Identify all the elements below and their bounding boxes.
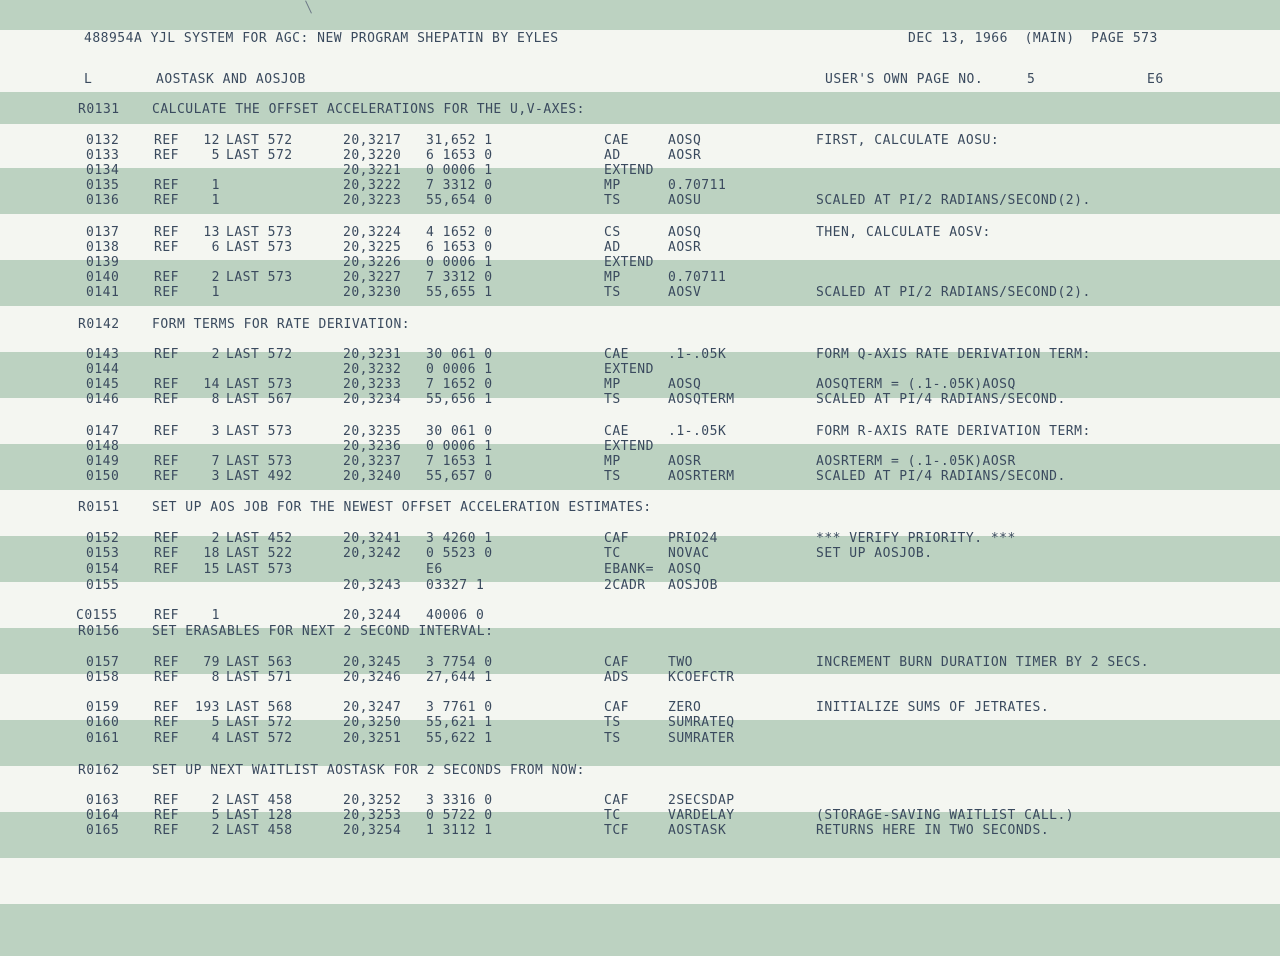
listing-row xyxy=(0,240,1280,255)
ref-count: 12 xyxy=(203,133,220,148)
octal-code: 0 0006 1 xyxy=(426,163,493,178)
address: 20,3237 xyxy=(343,454,402,469)
line-number: 0161 xyxy=(86,731,120,746)
address: 20,3254 xyxy=(343,823,402,838)
ref-count: 79 xyxy=(203,655,220,670)
opcode: CAE xyxy=(604,424,629,439)
line-number: 0149 xyxy=(86,454,120,469)
ref-last-page: LAST 573 xyxy=(226,562,293,577)
ref-last-page: LAST 573 xyxy=(226,270,293,285)
line-number: C0155 xyxy=(76,608,118,623)
line-number: 0147 xyxy=(86,424,120,439)
line-number: 0148 xyxy=(86,439,120,454)
ref-marker: REF xyxy=(154,148,179,163)
listing-row xyxy=(0,163,1280,178)
ref-count: 8 xyxy=(211,670,220,685)
octal-code: 30 061 0 xyxy=(426,424,493,439)
opcode: MP xyxy=(604,454,621,469)
listing-row xyxy=(0,362,1280,377)
operand: AOSV xyxy=(668,285,702,300)
ref-count: 5 xyxy=(211,715,220,730)
opcode: TS xyxy=(604,731,621,746)
ref-count: 4 xyxy=(211,731,220,746)
opcode: TC xyxy=(604,808,621,823)
listing-row xyxy=(0,808,1280,823)
comment: SCALED AT PI/4 RADIANS/SECOND. xyxy=(816,392,1066,407)
comment: SCALED AT PI/4 RADIANS/SECOND. xyxy=(816,469,1066,484)
section-id: R0156 xyxy=(78,624,120,639)
address: 20,3220 xyxy=(343,148,402,163)
comment: RETURNS HERE IN TWO SECONDS. xyxy=(816,823,1050,838)
address: 20,3232 xyxy=(343,362,402,377)
octal-code: 0 0006 1 xyxy=(426,255,493,270)
octal-code: 30 061 0 xyxy=(426,347,493,362)
ref-last-page: LAST 573 xyxy=(226,454,293,469)
octal-code: 27,644 1 xyxy=(426,670,493,685)
line-number: 0160 xyxy=(86,715,120,730)
line-number: 0133 xyxy=(86,148,120,163)
section-title: FORM TERMS FOR RATE DERIVATION: xyxy=(152,317,411,332)
opcode: TCF xyxy=(604,823,629,838)
opcode: ADS xyxy=(604,670,629,685)
section-heading xyxy=(0,317,1280,332)
ref-count: 5 xyxy=(211,148,220,163)
ref-marker: REF xyxy=(154,392,179,407)
octal-code: 55,656 1 xyxy=(426,392,493,407)
ref-marker: REF xyxy=(154,670,179,685)
operand: 2SECSDAP xyxy=(668,793,735,808)
ref-last-page: LAST 128 xyxy=(226,808,293,823)
opcode: TS xyxy=(604,392,621,407)
listing-row xyxy=(0,255,1280,270)
listing-row xyxy=(0,347,1280,362)
line-number: 0132 xyxy=(86,133,120,148)
section-title: SET UP NEXT WAITLIST AOSTASK FOR 2 SECONDS FROM NOW: xyxy=(152,763,585,778)
opcode: EXTEND xyxy=(604,255,654,270)
address: 20,3244 xyxy=(343,608,402,623)
address: 20,3235 xyxy=(343,424,402,439)
ref-count: 2 xyxy=(211,823,220,838)
address: 20,3222 xyxy=(343,178,402,193)
ref-marker: REF xyxy=(154,347,179,362)
address: 20,3253 xyxy=(343,808,402,823)
section-title: CALCULATE THE OFFSET ACCELERATIONS FOR THE U,V-AXES: xyxy=(152,102,585,117)
line-number: 0145 xyxy=(86,377,120,392)
ref-last-page: LAST 572 xyxy=(226,148,293,163)
line-number: 0138 xyxy=(86,240,120,255)
ref-marker: REF xyxy=(154,424,179,439)
listing-row xyxy=(0,823,1280,838)
ref-count: 6 xyxy=(211,240,220,255)
ref-last-page: LAST 573 xyxy=(226,424,293,439)
ref-marker: REF xyxy=(154,178,179,193)
opcode: MP xyxy=(604,377,621,392)
line-number: 0155 xyxy=(86,578,120,593)
ref-count: 2 xyxy=(211,531,220,546)
comment: FORM R-AXIS RATE DERIVATION TERM: xyxy=(816,424,1091,439)
ref-count: 1 xyxy=(211,178,220,193)
line-number: 0165 xyxy=(86,823,120,838)
routine-title: AOSTASK AND AOSJOB xyxy=(156,72,306,87)
ref-marker: REF xyxy=(154,700,179,715)
address: 20,3233 xyxy=(343,377,402,392)
paper-band xyxy=(0,904,1280,956)
opcode: CAF xyxy=(604,700,629,715)
octal-code: 03327 1 xyxy=(426,578,485,593)
listing-row xyxy=(0,178,1280,193)
line-number: 0154 xyxy=(86,562,120,577)
listing-row xyxy=(0,133,1280,148)
address: 20,3241 xyxy=(343,531,402,546)
section-heading xyxy=(0,624,1280,639)
ref-count: 8 xyxy=(211,392,220,407)
operand: TWO xyxy=(668,655,693,670)
address: 20,3234 xyxy=(343,392,402,407)
line-number: 0164 xyxy=(86,808,120,823)
user-page-label: USER'S OWN PAGE NO. xyxy=(825,72,984,87)
ref-last-page: LAST 567 xyxy=(226,392,293,407)
address: 20,3226 xyxy=(343,255,402,270)
octal-code: 7 3312 0 xyxy=(426,178,493,193)
ref-last-page: LAST 452 xyxy=(226,531,293,546)
operand: AOSQTERM xyxy=(668,392,735,407)
comment: INITIALIZE SUMS OF JETRATES. xyxy=(816,700,1050,715)
comment: INCREMENT BURN DURATION TIMER BY 2 SECS. xyxy=(816,655,1150,670)
opcode: EBANK= xyxy=(604,562,654,577)
ref-last-page: LAST 572 xyxy=(226,347,293,362)
comment: (STORAGE-SAVING WAITLIST CALL.) xyxy=(816,808,1075,823)
ref-count: 7 xyxy=(211,454,220,469)
address: 20,3252 xyxy=(343,793,402,808)
octal-code: 3 7761 0 xyxy=(426,700,493,715)
ref-marker: REF xyxy=(154,240,179,255)
listing-row xyxy=(0,546,1280,561)
ref-last-page: LAST 458 xyxy=(226,793,293,808)
operand: AOSQ xyxy=(668,133,702,148)
listing-row xyxy=(0,731,1280,746)
listing-row xyxy=(0,285,1280,300)
listing-row xyxy=(0,377,1280,392)
section-heading xyxy=(0,500,1280,515)
line-number: 0158 xyxy=(86,670,120,685)
octal-code: 6 1653 0 xyxy=(426,240,493,255)
comment: FIRST, CALCULATE AOSU: xyxy=(816,133,1000,148)
address: 20,3246 xyxy=(343,670,402,685)
ref-marker: REF xyxy=(154,377,179,392)
listing-row xyxy=(0,454,1280,469)
header-date-page: DEC 13, 1966 (MAIN) PAGE 573 xyxy=(908,31,1158,46)
octal-code: 3 4260 1 xyxy=(426,531,493,546)
ref-count: 1 xyxy=(211,285,220,300)
ref-count: 2 xyxy=(211,347,220,362)
operand: AOSR xyxy=(668,240,702,255)
comment: SCALED AT PI/2 RADIANS/SECOND(2). xyxy=(816,285,1091,300)
listing-row xyxy=(0,793,1280,808)
ref-marker: REF xyxy=(154,193,179,208)
opcode: EXTEND xyxy=(604,163,654,178)
operand: AOSQ xyxy=(668,225,702,240)
octal-code: 3 3316 0 xyxy=(426,793,493,808)
address: 20,3242 xyxy=(343,546,402,561)
ref-last-page: LAST 573 xyxy=(226,377,293,392)
line-number: 0150 xyxy=(86,469,120,484)
ref-marker: REF xyxy=(154,608,179,623)
address: 20,3217 xyxy=(343,133,402,148)
ref-count: 2 xyxy=(211,793,220,808)
ref-last-page: LAST 571 xyxy=(226,670,293,685)
octal-code: 7 1652 0 xyxy=(426,377,493,392)
address: 20,3240 xyxy=(343,469,402,484)
opcode: TS xyxy=(604,469,621,484)
operand: ZERO xyxy=(668,700,702,715)
octal-code: 55,654 0 xyxy=(426,193,493,208)
line-number: 0141 xyxy=(86,285,120,300)
octal-code: 1 3112 1 xyxy=(426,823,493,838)
address: 20,3223 xyxy=(343,193,402,208)
section-heading xyxy=(0,763,1280,778)
subheader xyxy=(0,72,1280,87)
ref-last-page: LAST 563 xyxy=(226,655,293,670)
octal-code: 6 1653 0 xyxy=(426,148,493,163)
operand: AOSTASK xyxy=(668,823,727,838)
address: 20,3224 xyxy=(343,225,402,240)
user-page-number: 5 xyxy=(1027,72,1036,87)
line-number: 0144 xyxy=(86,362,120,377)
ref-marker: REF xyxy=(154,454,179,469)
ref-marker: REF xyxy=(154,285,179,300)
listing-row xyxy=(0,715,1280,730)
octal-code: 7 1653 1 xyxy=(426,454,493,469)
line-number: 0137 xyxy=(86,225,120,240)
address: 20,3236 xyxy=(343,439,402,454)
comment: SET UP AOSJOB. xyxy=(816,546,933,561)
ref-last-page: LAST 572 xyxy=(226,731,293,746)
ref-last-page: LAST 492 xyxy=(226,469,293,484)
opcode: CAF xyxy=(604,655,629,670)
section-title: SET ERASABLES FOR NEXT 2 SECOND INTERVAL: xyxy=(152,624,494,639)
paper-band xyxy=(0,0,1280,30)
opcode: TS xyxy=(604,193,621,208)
listing-row xyxy=(0,670,1280,685)
ref-count: 1 xyxy=(211,193,220,208)
octal-code: 0 5722 0 xyxy=(426,808,493,823)
ref-last-page: LAST 568 xyxy=(226,700,293,715)
ref-count: 3 xyxy=(211,469,220,484)
octal-code: 4 1652 0 xyxy=(426,225,493,240)
octal-code: 7 3312 0 xyxy=(426,270,493,285)
listing-row xyxy=(0,655,1280,670)
ref-marker: REF xyxy=(154,531,179,546)
line-number: 0140 xyxy=(86,270,120,285)
line-number: 0159 xyxy=(86,700,120,715)
ref-marker: REF xyxy=(154,546,179,561)
opcode: CAF xyxy=(604,531,629,546)
ref-count: 18 xyxy=(203,546,220,561)
operand: PRIO24 xyxy=(668,531,718,546)
section-id: R0142 xyxy=(78,317,120,332)
listing-row xyxy=(0,578,1280,593)
listing-row xyxy=(0,225,1280,240)
ref-count: 1 xyxy=(211,608,220,623)
operand: 0.70711 xyxy=(668,270,727,285)
line-number: 0135 xyxy=(86,178,120,193)
line-number: 0163 xyxy=(86,793,120,808)
opcode: 2CADR xyxy=(604,578,646,593)
address: 20,3230 xyxy=(343,285,402,300)
page-header xyxy=(0,31,1280,46)
listing-row xyxy=(0,270,1280,285)
listing-row xyxy=(0,148,1280,163)
ref-marker: REF xyxy=(154,469,179,484)
operand: VARDELAY xyxy=(668,808,735,823)
line-number: 0153 xyxy=(86,546,120,561)
ref-last-page: LAST 572 xyxy=(226,133,293,148)
ref-count: 14 xyxy=(203,377,220,392)
opcode: TS xyxy=(604,715,621,730)
operand: 0.70711 xyxy=(668,178,727,193)
octal-code: 31,652 1 xyxy=(426,133,493,148)
octal-code: 3 7754 0 xyxy=(426,655,493,670)
address: 20,3251 xyxy=(343,731,402,746)
ref-marker: REF xyxy=(154,133,179,148)
opcode: MP xyxy=(604,270,621,285)
address: 20,3227 xyxy=(343,270,402,285)
address: 20,3245 xyxy=(343,655,402,670)
address: 20,3243 xyxy=(343,578,402,593)
line-number: 0143 xyxy=(86,347,120,362)
section-id: R0162 xyxy=(78,763,120,778)
listing-row xyxy=(0,531,1280,546)
octal-code: 55,655 1 xyxy=(426,285,493,300)
ref-marker: REF xyxy=(154,793,179,808)
listing-row xyxy=(0,700,1280,715)
opcode: CAE xyxy=(604,133,629,148)
operand: SUMRATEQ xyxy=(668,715,735,730)
opcode: CS xyxy=(604,225,621,240)
operand: AOSQ xyxy=(668,562,702,577)
listing-row xyxy=(0,469,1280,484)
octal-code: 55,657 0 xyxy=(426,469,493,484)
address: 20,3247 xyxy=(343,700,402,715)
address: 20,3250 xyxy=(343,715,402,730)
operand: .1-.05K xyxy=(668,347,727,362)
ref-last-page: LAST 573 xyxy=(226,225,293,240)
listing-row xyxy=(0,562,1280,577)
opcode: CAE xyxy=(604,347,629,362)
line-number: 0134 xyxy=(86,163,120,178)
line-number: 0157 xyxy=(86,655,120,670)
ref-count: 15 xyxy=(203,562,220,577)
ref-marker: REF xyxy=(154,715,179,730)
ref-count: 13 xyxy=(203,225,220,240)
opcode: EXTEND xyxy=(604,362,654,377)
operand: AOSU xyxy=(668,193,702,208)
line-number: 0146 xyxy=(86,392,120,407)
operand: NOVAC xyxy=(668,546,710,561)
ref-last-page: LAST 573 xyxy=(226,240,293,255)
opcode: AD xyxy=(604,148,621,163)
section-title: SET UP AOS JOB FOR THE NEWEST OFFSET ACCELERATION ESTIMATES: xyxy=(152,500,652,515)
comment: AOSQTERM = (.1-.05K)AOSQ xyxy=(816,377,1016,392)
section-id: R0151 xyxy=(78,500,120,515)
line-number: 0136 xyxy=(86,193,120,208)
comment: SCALED AT PI/2 RADIANS/SECOND(2). xyxy=(816,193,1091,208)
opcode: AD xyxy=(604,240,621,255)
ref-last-page: LAST 458 xyxy=(226,823,293,838)
operand: AOSRTERM xyxy=(668,469,735,484)
operand: AOSQ xyxy=(668,377,702,392)
comment: THEN, CALCULATE AOSV: xyxy=(816,225,991,240)
octal-code: 55,621 1 xyxy=(426,715,493,730)
octal-code: 55,622 1 xyxy=(426,731,493,746)
ref-marker: REF xyxy=(154,731,179,746)
ref-marker: REF xyxy=(154,270,179,285)
listing-row xyxy=(0,424,1280,439)
ref-count: 2 xyxy=(211,270,220,285)
operand: AOSR xyxy=(668,454,702,469)
header-title: 488954A YJL SYSTEM FOR AGC: NEW PROGRAM SHEPATIN BY EYLES xyxy=(84,31,559,46)
ref-marker: REF xyxy=(154,655,179,670)
operand: AOSJOB xyxy=(668,578,718,593)
operand: KCOEFCTR xyxy=(668,670,735,685)
octal-code: 0 0006 1 xyxy=(426,439,493,454)
line-number: 0139 xyxy=(86,255,120,270)
ref-last-page: LAST 572 xyxy=(226,715,293,730)
octal-code: 40006 0 xyxy=(426,608,485,623)
ref-marker: REF xyxy=(154,823,179,838)
opcode: MP xyxy=(604,178,621,193)
opcode: TC xyxy=(604,546,621,561)
operand: AOSR xyxy=(668,148,702,163)
opcode: CAF xyxy=(604,793,629,808)
listing-flag: L xyxy=(84,72,93,87)
ref-count: 193 xyxy=(195,700,220,715)
ref-count: 5 xyxy=(211,808,220,823)
bank-code: E6 xyxy=(1147,72,1164,87)
operand: SUMRATER xyxy=(668,731,735,746)
octal-code: 0 0006 1 xyxy=(426,362,493,377)
octal-code: 0 5523 0 xyxy=(426,546,493,561)
ref-marker: REF xyxy=(154,562,179,577)
listing-row xyxy=(0,439,1280,454)
comment: FORM Q-AXIS RATE DERIVATION TERM: xyxy=(816,347,1091,362)
ref-count: 3 xyxy=(211,424,220,439)
operand: .1-.05K xyxy=(668,424,727,439)
ref-marker: REF xyxy=(154,808,179,823)
section-id: R0131 xyxy=(78,102,120,117)
comment: AOSRTERM = (.1-.05K)AOSR xyxy=(816,454,1016,469)
address: 20,3221 xyxy=(343,163,402,178)
address: 20,3225 xyxy=(343,240,402,255)
listing-row xyxy=(0,193,1280,208)
octal-code: E6 xyxy=(426,562,443,577)
listing-row xyxy=(0,608,1280,623)
opcode: EXTEND xyxy=(604,439,654,454)
line-number: 0152 xyxy=(86,531,120,546)
ref-marker: REF xyxy=(154,225,179,240)
ref-last-page: LAST 522 xyxy=(226,546,293,561)
address: 20,3231 xyxy=(343,347,402,362)
section-heading xyxy=(0,102,1280,117)
listing-row xyxy=(0,392,1280,407)
comment: *** VERIFY PRIORITY. *** xyxy=(816,531,1016,546)
opcode: TS xyxy=(604,285,621,300)
